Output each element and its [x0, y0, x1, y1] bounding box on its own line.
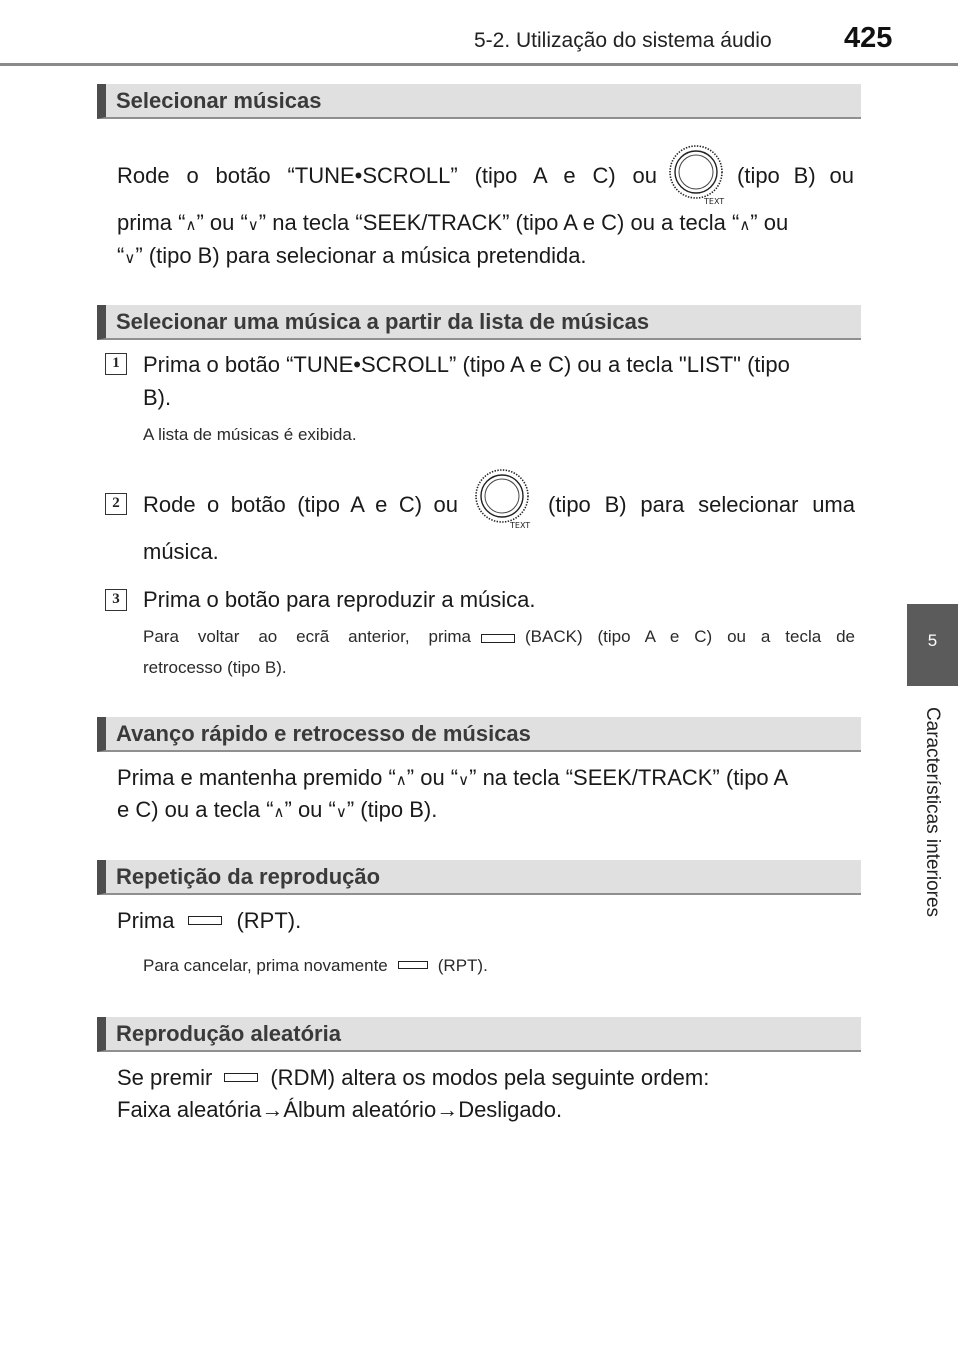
step-note: retrocesso (tipo B). — [143, 658, 287, 677]
tune-scroll-knob-icon — [468, 466, 538, 532]
chapter-number: 5 — [927, 631, 938, 650]
down-arrow-icon: ∨ — [335, 804, 347, 821]
up-arrow-icon: ∧ — [185, 217, 197, 234]
paragraph-note: Para cancelar, prima novamente (RPT). — [143, 956, 488, 975]
page-number: 425 — [844, 22, 893, 54]
step-text: Rode o botão (tipo A e C) ou TEXT (tipo B) para selecionar uma — [143, 468, 855, 528]
paragraph-line: Faixa aleatória→Álbum aleatório→Desligado. — [117, 1097, 563, 1122]
screen-key-icon — [224, 1073, 258, 1082]
header-rule — [0, 63, 958, 66]
paragraph-line: prima “∧” ou “∨” na tecla “SEEK/TRACK” (tipo A e C) ou a tecla “∧” ou — [117, 210, 789, 235]
section-heading: Avanço rápido e retrocesso de músicas — [97, 717, 861, 752]
svg-text:TEXT: TEXT — [510, 521, 531, 530]
screen-key-icon — [188, 916, 222, 925]
step-number: 1 — [105, 353, 127, 375]
paragraph-line: Prima e mantenha premido “∧” ou “∨” na tecla “SEEK/TRACK” (tipo A — [117, 765, 789, 790]
screen-key-icon — [398, 961, 428, 969]
paragraph-line: Rode o botão “TUNE•SCROLL” (tipo A e C) ou TEXT (tipo B) ou — [117, 160, 854, 200]
chapter-label: Características interiores — [922, 706, 943, 918]
up-arrow-icon: ∧ — [395, 772, 407, 789]
up-arrow-icon: ∧ — [739, 217, 751, 234]
step-number: 3 — [105, 589, 127, 611]
screen-key-icon — [481, 634, 515, 643]
step-note: Para voltar ao ecrã anterior, prima (BACK) (tipo A e C) ou a tecla de — [143, 627, 855, 646]
svg-text:TEXT: TEXT — [704, 197, 725, 206]
tune-scroll-knob-icon — [662, 142, 732, 208]
paragraph-line: Prima (RPT). — [117, 908, 302, 933]
step-number: 2 — [105, 493, 127, 515]
paragraph-line: Se premir (RDM) altera os modos pela seguinte ordem: — [117, 1065, 710, 1090]
paragraph-line: e C) ou a tecla “∧” ou “∨” (tipo B). — [117, 797, 438, 822]
step-text: Prima o botão para reproduzir a música. — [143, 587, 536, 612]
arrow-icon: → — [436, 1097, 459, 1122]
paragraph-line: “∨” (tipo B) para selecionar a música pretendida. — [117, 243, 587, 268]
down-arrow-icon: ∨ — [124, 250, 136, 267]
running-header: 5-2. Utilização do sistema áudio — [474, 29, 772, 52]
up-arrow-icon: ∧ — [273, 804, 285, 821]
step-text: Prima o botão “TUNE•SCROLL” (tipo A e C) ou a tecla "LIST" (tipo B). — [143, 352, 790, 411]
chapter-tab — [907, 604, 958, 686]
section-heading: Repetição da reprodução — [97, 860, 861, 895]
section-heading: Reprodução aleatória — [97, 1017, 861, 1052]
step-text: música. — [143, 539, 219, 564]
section-heading: Selecionar músicas — [97, 84, 861, 119]
down-arrow-icon: ∨ — [458, 772, 470, 789]
arrow-icon: → — [261, 1097, 284, 1122]
section-heading: Selecionar uma música a partir da lista de músicas — [97, 305, 861, 340]
step-note: A lista de músicas é exibida. — [143, 425, 357, 444]
down-arrow-icon: ∨ — [247, 217, 259, 234]
